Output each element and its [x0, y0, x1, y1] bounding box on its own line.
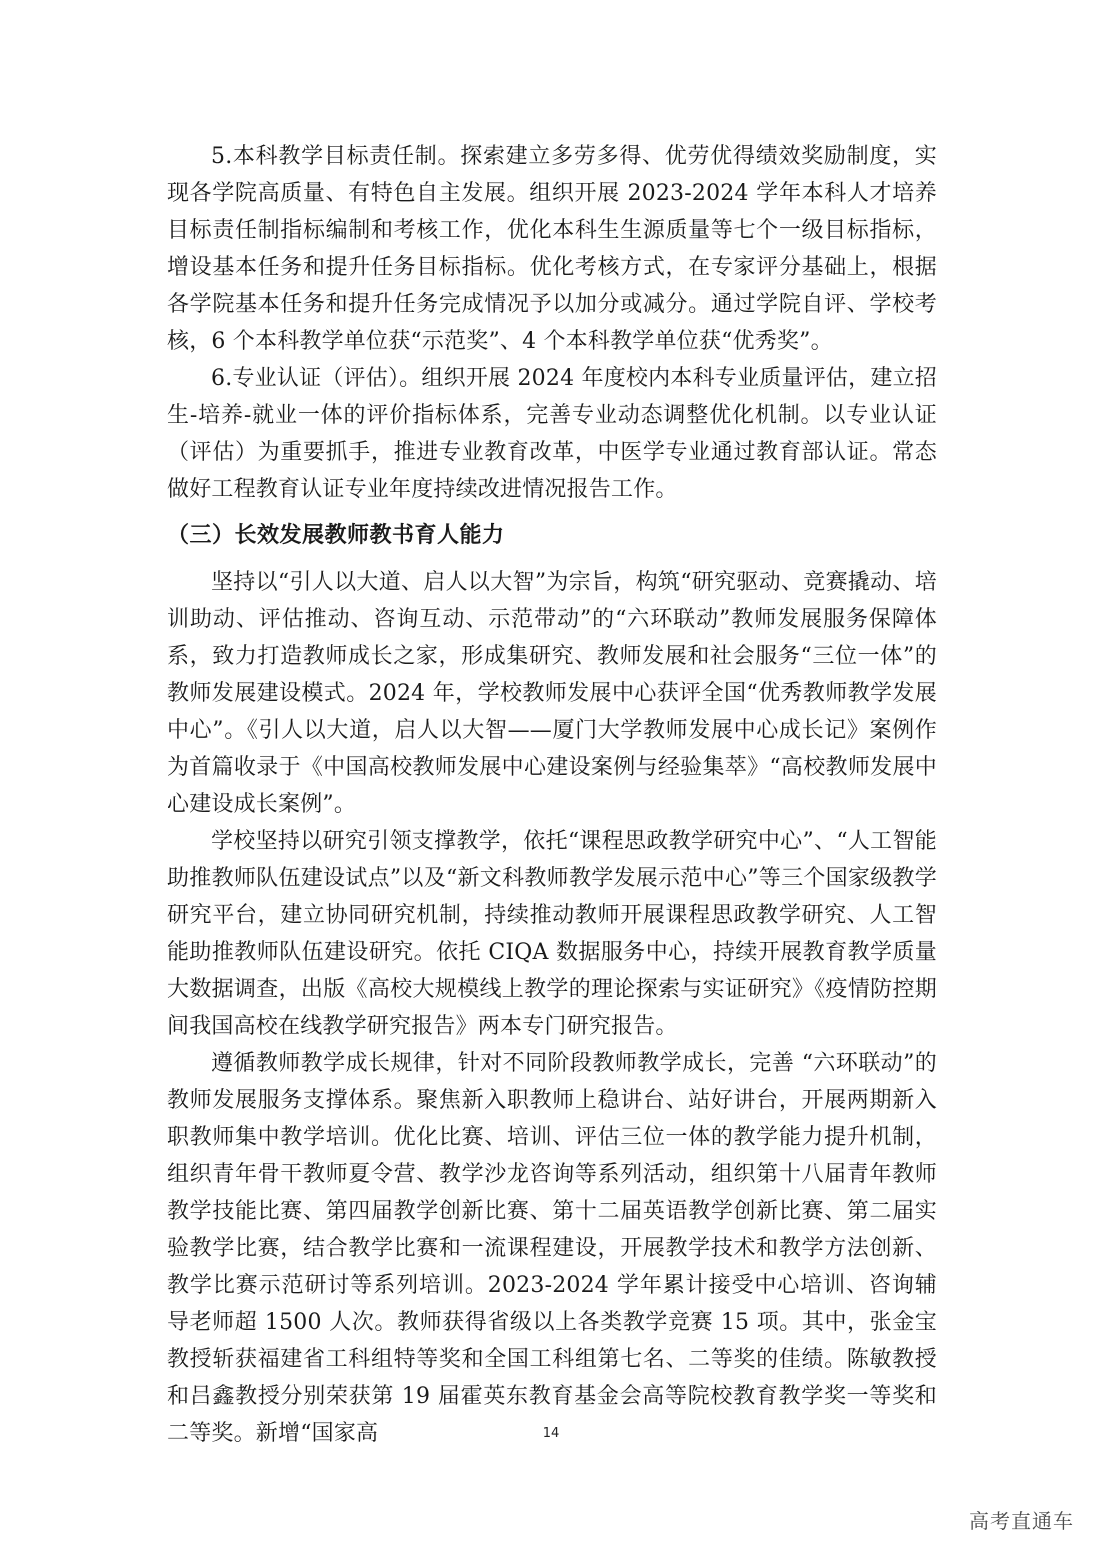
section-heading: （三）长效发展教师教书育人能力: [167, 523, 505, 548]
paragraph-target-responsibility: 5.本科教学目标责任制。探索建立多劳多得、优劳优得绩效奖励制度，实现各学院高质量、有特色自主发展。组织开展 2023-2024 学年本科人才培养目标责任制指标编制和考核工作，优化本科生生源质量等七个一级目标指标，增设基本任务和提升任务目标指标。优化考核方式，在专家评分基础上，根据各学院基本任务和提升任务完成情况予以加分或减分。通过学院自评、学校考核，6 个本科教学单位获“示范奖”、4 个本科教学单位获“优秀奖”。: [167, 144, 937, 354]
document-body: [167, 138, 937, 1452]
page-number: 14: [542, 1426, 560, 1441]
paragraph-research-platforms: 学校坚持以研究引领支撑教学，依托“课程思政教学研究中心”、“人工智能助推教师队伍建设试点”以及“新文科教师教学发展示范中心”等三个国家级教学研究平台，建立协同研究机制，持续推动教师开展课程思政教学研究、人工智能助推教师队伍建设研究。依托 CIQA 数据服务中心，持续开展教育教学质量大数据调查，出版《高校大规模线上教学的理论探索与实证研究》《疫情防控期间我国高校在线教学研究报告》两本专门研究报告。: [167, 829, 937, 1039]
paragraph-teacher-training: 遵循教师教学成长规律，针对不同阶段教师教学成长，完善 “六环联动”的教师发展服务支撑体系。聚焦新入职教师上稳讲台、站好讲台，开展两期新入职教师集中教学培训。优化比赛、培训、评估三位一体的教学能力提升机制，组织青年骨干教师夏令营、教学沙龙咨询等系列活动，组织第十八届青年教师教学技能比赛、第四届教学创新比赛、第十二届英语教学创新比赛、第二届实验教学比赛，结合教学比赛和一流课程建设，开展教学技术和教学方法创新、教学比赛示范研讨等系列培训。2023-2024 学年累计接受中心培训、咨询辅导老师超 1500 人次。教师获得省级以上各类教学竞赛 15 项。其中，张金宝教授斩获福建省工科组特等奖和全国工科组第七名、二等奖的佳绩。陈敏教授和吕鑫教授分别荣获第 19 届霍英东教育基金会高等院校教育教学奖一等奖和二等奖。新增“国家高: [167, 1051, 937, 1446]
paragraph-teacher-development-center: 坚持以“引人以大道、启人以大智”为宗旨，构筑“研究驱动、竞赛撬动、培训助动、评估推动、咨询互动、示范带动”的“六环联动”教师发展服务保障体系，致力打造教师成长之家，形成集研究、教师发展和社会服务“三位一体”的教师发展建设模式。2024 年，学校教师发展中心获评全国“优秀教师教学发展中心”。《引人以大道，启人以大智——厦门大学教师发展中心成长记》案例作为首篇收录于《中国高校教师发展中心建设案例与经验集萃》“高校教师发展中心建设成长案例”。: [167, 570, 937, 817]
watermark-text: 高考直通车: [969, 1509, 1074, 1533]
paragraph-program-certification: 6.专业认证（评估）。组织开展 2024 年度校内本科专业质量评估，建立招生-培养-就业一体的评价指标体系，完善专业动态调整优化机制。以专业认证（评估）为重要抓手，推进专业教育改革，中医学专业通过教育部认证。常态做好工程教育认证专业年度持续改进情况报告工作。: [167, 366, 937, 502]
